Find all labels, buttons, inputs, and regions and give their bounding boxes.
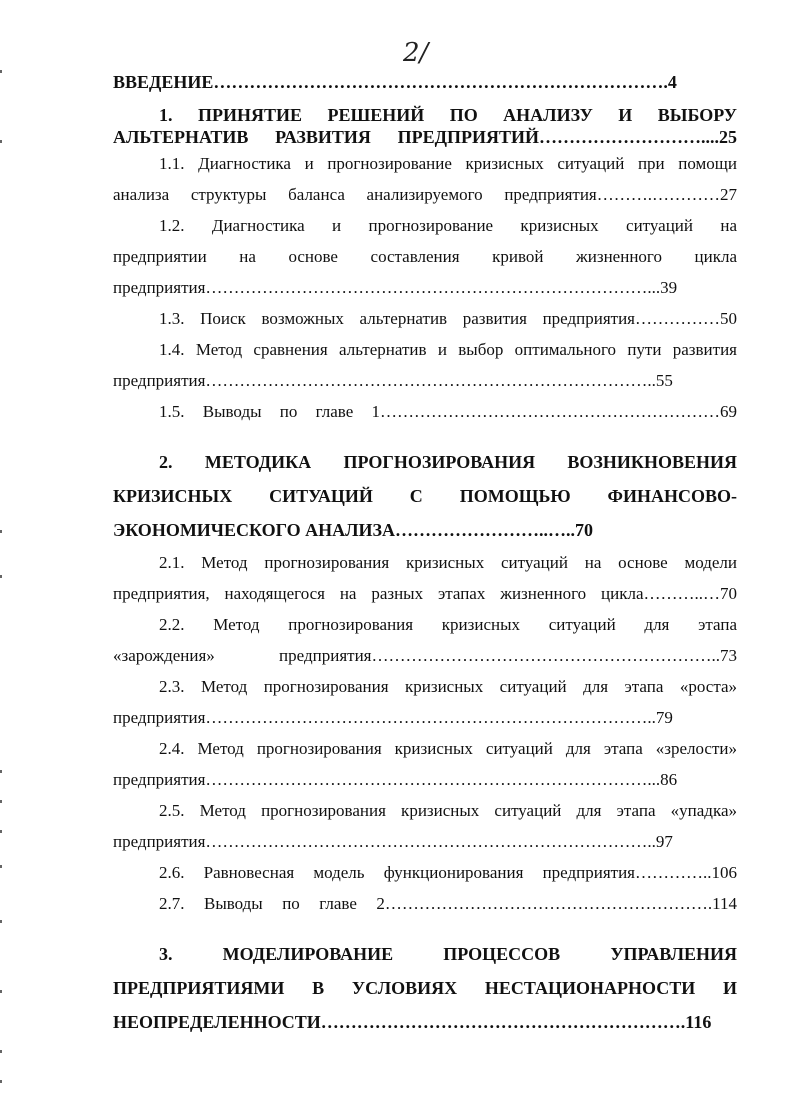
toc-intro: ВВЕДЕНИЕ………………………………………………………………….4 — [113, 72, 677, 92]
toc-section-2-6: 2.6. Равновесная модель функционирования предприятия…………..106 — [159, 863, 737, 882]
toc-section-1-2: 1.2. Диагностика и прогнозирование кризисных ситуаций на — [159, 216, 737, 235]
toc-section-2-5-cont: предприятия……………………………………………………………………..97 — [113, 832, 673, 851]
toc-chapter-2-title-page: ЭКОНОМИЧЕСКОГО АНАЛИЗА……………………..…..70 — [113, 520, 594, 540]
toc-section-1-1: 1.1. Диагностика и прогнозирование кризисных ситуаций при помощи — [159, 154, 737, 173]
toc-chapter-2-title: 2. МЕТОДИКА ПРОГНОЗИРОВАНИЯ ВОЗНИКНОВЕНИЯ — [159, 452, 737, 472]
toc-section-2-2: 2.2. Метод прогнозирования кризисных ситуаций для этапа — [159, 615, 737, 634]
toc-section-1-5: 1.5. Выводы по главе 1……………………………………………………69 — [159, 402, 737, 421]
toc-section-2-3-cont: предприятия……………………………………………………………………..79 — [113, 708, 673, 727]
toc-section-1-4-cont: предприятия……………………………………………………………………..55 — [113, 371, 673, 390]
toc-chapter-2-title-cont: КРИЗИСНЫХ СИТУАЦИЙ С ПОМОЩЬЮ ФИНАНСОВО- — [113, 486, 737, 506]
toc-section-2-1: 2.1. Метод прогнозирования кризисных ситуаций на основе модели — [159, 553, 737, 572]
toc-section-2-4: 2.4. Метод прогнозирования кризисных ситуаций для этапа «зрелости» — [159, 739, 737, 758]
toc-section-1-4: 1.4. Метод сравнения альтернатив и выбор оптимального пути развития — [159, 340, 737, 359]
toc-section-2-1-cont: предприятия, находящегося на разных этапах жизненного цикла………..…70 — [113, 584, 737, 603]
toc-section-1-2-page: предприятия……………………………………………………………………...39 — [113, 278, 678, 297]
toc-section-1-1-cont: анализа структуры баланса анализируемого предприятия……….…………27 — [113, 185, 737, 204]
page-number-mark: 2/ — [403, 38, 429, 68]
scan-specks — [0, 0, 14, 1094]
toc-chapter-3-title-cont: ПРЕДПРИЯТИЯМИ В УСЛОВИЯХ НЕСТАЦИОНАРНОСТИ И — [113, 978, 737, 998]
toc-chapter-3-title: 3. МОДЕЛИРОВАНИЕ ПРОЦЕССОВ УПРАВЛЕНИЯ — [159, 944, 737, 964]
toc-section-2-4-cont: предприятия……………………………………………………………………...86 — [113, 770, 678, 789]
toc-chapter-1-title-cont: АЛЬТЕРНАТИВ РАЗВИТИЯ ПРЕДПРИЯТИЙ………………………....25 — [113, 127, 737, 147]
toc-section-2-3: 2.3. Метод прогнозирования кризисных ситуаций для этапа «роста» — [159, 677, 737, 696]
toc-section-1-3: 1.3. Поиск возможных альтернатив развития предприятия……………50 — [159, 309, 737, 328]
toc-chapter-3-title-page: НЕОПРЕДЕЛЕННОСТИ…………………………………………………….116 — [113, 1012, 712, 1032]
toc-section-2-2-cont: «зарождения» предприятия……………………………………………………..73 — [113, 646, 737, 665]
table-of-contents — [113, 66, 737, 1039]
toc-section-1-2-cont: предприятии на основе составления кривой жизненного цикла — [113, 247, 737, 266]
toc-chapter-1-title: 1. ПРИНЯТИЕ РЕШЕНИЙ ПО АНАЛИЗУ И ВЫБОРУ — [159, 105, 737, 125]
toc-section-2-5: 2.5. Метод прогнозирования кризисных ситуаций для этапа «упадка» — [159, 801, 737, 820]
toc-section-2-7: 2.7. Выводы по главе 2………………………………………………….114 — [159, 894, 737, 913]
